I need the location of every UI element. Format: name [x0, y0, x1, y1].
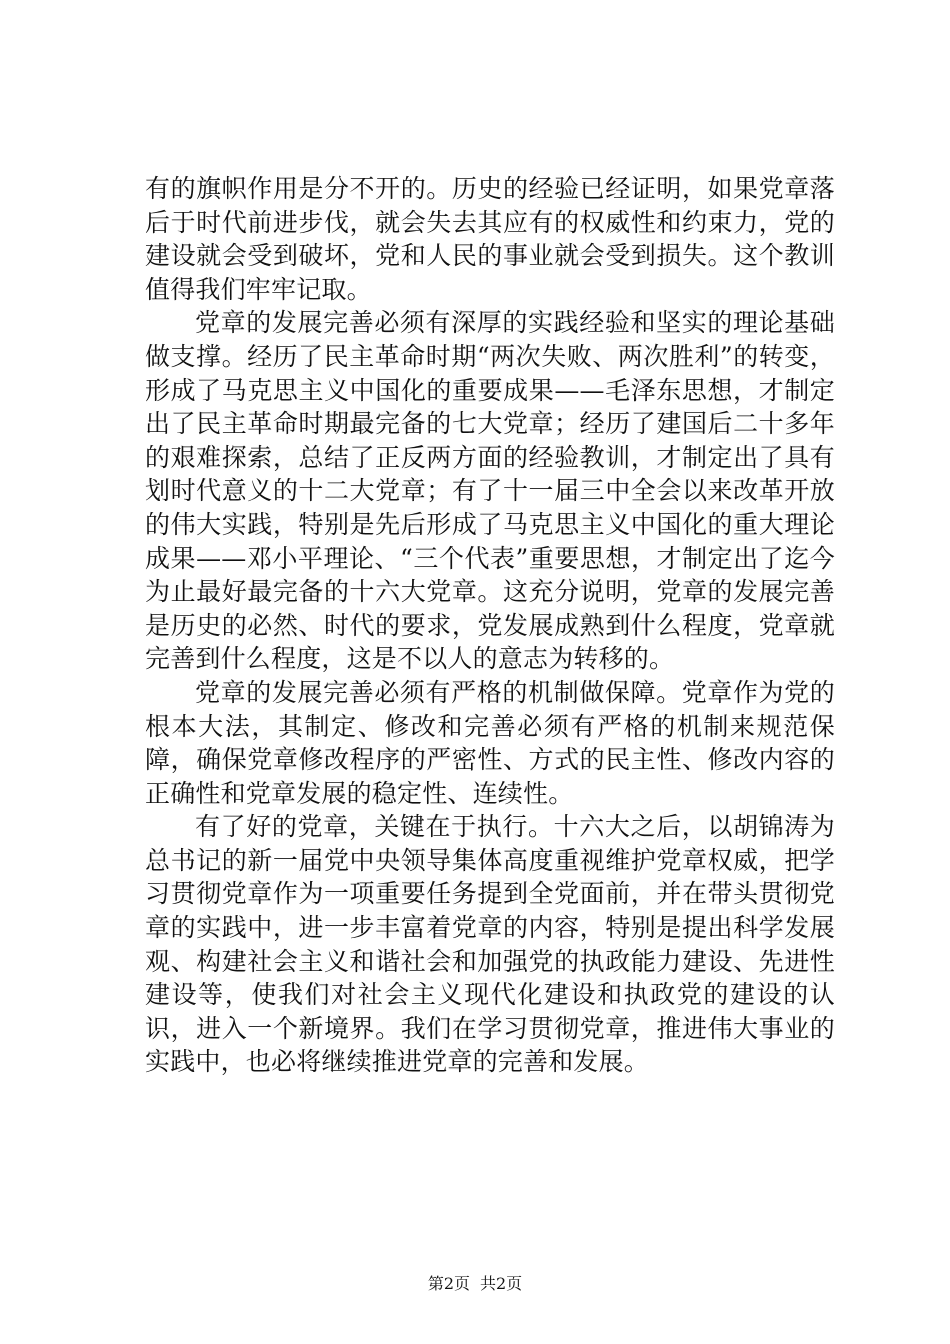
body-text [145, 172, 835, 1079]
paragraph-1: 有的旗帜作用是分不开的。历史的经验已经证明，如果党章落后于时代前进步伐，就会失去其应有的权威性和约束力，党的建设就会受到破坏，党和人民的事业就会受到损失。这个教训值得我们牢牢记取。 [145, 174, 835, 304]
page-total: 共2页 [480, 1274, 523, 1293]
page-footer [0, 1274, 950, 1294]
page-number: 第2页 [427, 1274, 470, 1293]
paragraph-3: 党章的发展完善必须有严格的机制做保障。党章作为党的根本大法，其制定、修改和完善必须有严格的机制来规范保障，确保党章修改程序的严密性、方式的民主性、修改内容的正确性和党章发展的稳定性、连续性。 [145, 677, 835, 808]
paragraph-2: 党章的发展完善必须有深厚的实践经验和坚实的理论基础做支撑。经历了民主革命时期“两次失败、两次胜利”的转变，形成了马克思主义中国化的重要成果——毛泽东思想，才制定出了民主革命时期最完备的七大党章；经历了建国后二十多年的艰难探索，总结了正反两方面的经验教训，才制定出了具有划时代意义的十二大党章；有了十一届三中全会以来改革开放的伟大实践，特别是先后形成了马克思主义中国化的重大理论成果——邓小平理论、“三个代表”重要思想，才制定出了迄今为止最好最完备的十六大党章。这充分说明，党章的发展完善是历史的必然、时代的要求，党发展成熟到什么程度，党章就完善到什么程度，这是不以人的意志为转移的。 [145, 308, 835, 674]
paragraph-4: 有了好的党章，关键在于执行。十六大之后，以胡锦涛为总书记的新一届党中央领导集体高度重视维护党章权威，把学习贯彻党章作为一项重要任务提到全党面前，并在带头贯彻党章的实践中，进一步丰富着党章的内容，特别是提出科学发展观、构建社会主义和谐社会和加强党的执政能力建设、先进性建设等，使我们对社会主义现代化建设和执政党的建设的认识，进入一个新境界。我们在学习贯彻党章，推进伟大事业的实践中，也必将继续推进党章的完善和发展。 [145, 812, 835, 1077]
